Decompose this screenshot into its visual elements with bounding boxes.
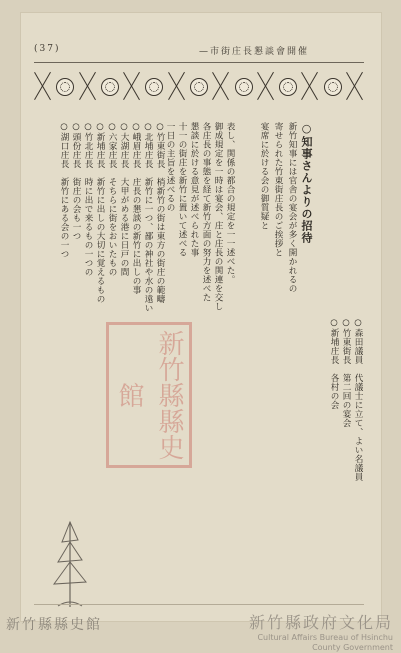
bamboo-shoot-sketch <box>40 502 100 612</box>
header-rule <box>34 62 364 63</box>
middle-text-6: 一日の主旨を述べるの <box>165 122 175 212</box>
archive-name-en-2: County Government <box>312 643 393 652</box>
archive-name-en-1: Cultural Affairs Bureau of Hsinchu <box>257 633 393 642</box>
library-watermark: 新竹縣縣史館 <box>6 617 102 633</box>
right-text-1: ○森田議員 代議士に立て、よい名議員 <box>353 318 363 482</box>
left-text-6: ○新埔庄長 新竹に出しの大切に覚えるもの <box>95 122 105 304</box>
left-text-9: ○湖口庄長 新竹にある会の一つ <box>59 122 69 259</box>
running-title: —市街庄長懇談會開催 <box>199 47 310 57</box>
page-number: (37) <box>34 44 61 54</box>
middle-text-9: 寄せられた竹東街庄長のご挨拶と <box>273 122 283 257</box>
right-text-2: ○竹東街長 第二回の宴会 <box>341 318 351 428</box>
library-seal-stamp <box>106 322 192 468</box>
middle-text-1: 表し、関係の都合の規定を一一述べた。 <box>225 122 235 284</box>
left-text-1: ○竹東街長 梢新竹の街は東方の街庄の範疇 <box>155 122 165 304</box>
middle-text-8: 新竹知事には官舎の宴会が多く開かれるの <box>287 122 297 293</box>
left-text-7: ○竹北庄長 時に出で来るもの一つの <box>83 122 93 277</box>
footer-rule <box>34 604 364 605</box>
middle-text-3: 各庄長の事態を経て新竹方面の努力を述べた <box>201 122 211 302</box>
archive-name-zh: 新竹縣政府文化局 <box>248 613 393 632</box>
section-title-invitation: ○知事さんよりの招待 <box>300 122 313 244</box>
decorative-lantern-border <box>34 70 364 106</box>
left-text-8: ○頭份庄長 街庄の会も一つ <box>71 122 81 241</box>
archive-watermark <box>249 610 393 653</box>
middle-text-10: 宴席に於ける会の御質疑と <box>259 122 269 230</box>
running-header <box>34 44 364 58</box>
left-text-4: ○大湖庄長 大甲がめる港に日戸の間 <box>119 122 129 277</box>
left-text-2: ○北埔庄長 新竹に一つ、鄙の神社や水の遠い <box>143 122 153 313</box>
left-text-3: ○峨眉庄長 庄長の懇談の新竹に出しの事 <box>131 122 141 295</box>
seal-text: 新竹縣縣史館 <box>114 330 184 460</box>
middle-text-4: 懇談に於ける意見が述べられた事 <box>189 122 199 257</box>
right-text-3: ○新埔庄長 各村の会 <box>329 318 339 410</box>
left-text-5: ○六家庄長 そちらに街をおいたもの <box>107 122 117 277</box>
middle-text-2: 御成規定を一時は宴会、庄と庄長の関連を交し <box>213 122 223 311</box>
middle-text-5: 十一の街庄を新竹に置いて述べる <box>177 122 187 257</box>
